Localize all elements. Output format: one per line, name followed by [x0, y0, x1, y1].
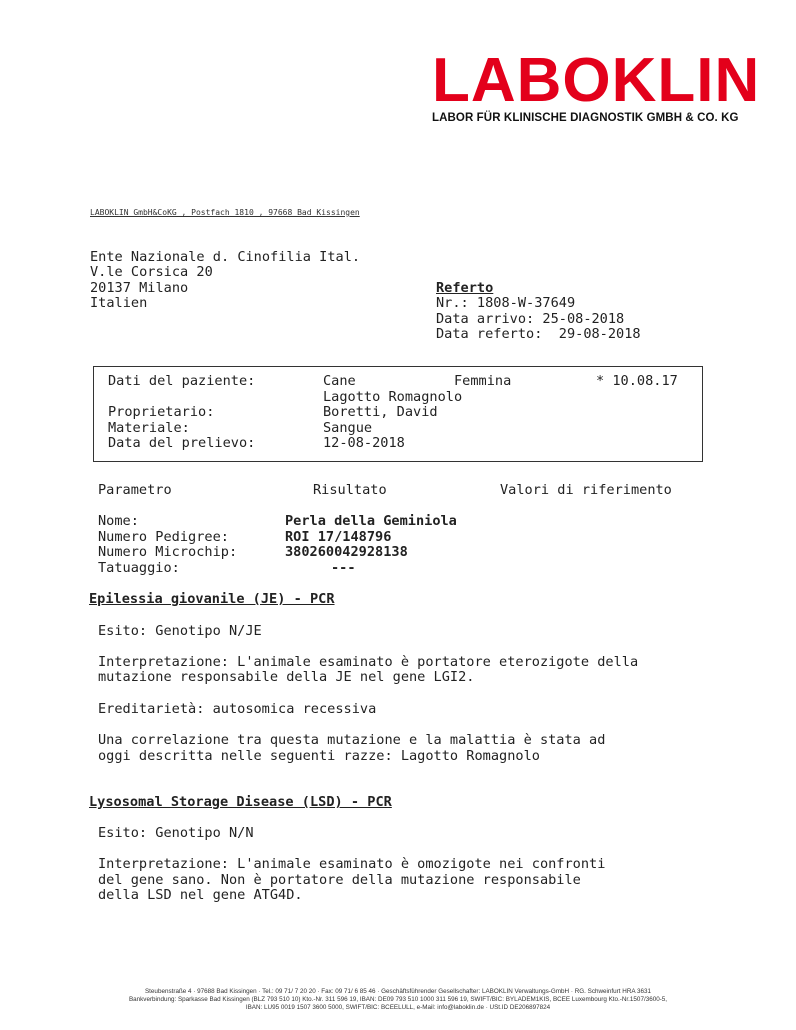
report-number: Nr.: 1808-W-37649: [436, 295, 576, 311]
je-correlation-line-2: oggi descritta nelle seguenti razze: Lagotto Romagnolo: [98, 748, 540, 764]
name-value: Perla della Geminiola: [285, 513, 457, 529]
tattoo-label: Tatuaggio:: [98, 560, 180, 576]
name-label: Nome:: [98, 513, 139, 529]
footer-iban: IBAN: LU95 0019 1507 3600 5000, SWIFT/BIC: BCEELULL, e-Mail: info@laboklin.de · USt.ID DE206897824: [245, 1004, 551, 1011]
patient-breed: Lagotto Romagnolo: [323, 389, 463, 405]
material-label: Materiale:: [108, 420, 190, 436]
je-correlation-line-1: Una correlazione tra questa mutazione e la malattia è stata ad: [98, 732, 606, 748]
patient-species: Cane: [323, 373, 356, 389]
je-section-heading: Epilessia giovanile (JE) - PCR: [89, 591, 335, 607]
report-date: Data referto: 29-08-2018: [436, 326, 641, 342]
microchip-label: Numero Microchip:: [98, 544, 238, 560]
lsd-result: Esito: Genotipo N/N: [98, 825, 254, 841]
laboklin-logo: [432, 46, 761, 124]
lsd-interpretation-line-1: Interpretazione: L'animale esaminato è omozigote nei confronti: [98, 856, 606, 872]
logo-subtitle: LABOR FÜR KLINISCHE DIAGNOSTIK GMBH & CO. KG: [432, 112, 739, 124]
owner-value: Boretti, David: [323, 404, 438, 420]
pedigree-value: ROI 17/148796: [285, 529, 392, 545]
material-value: Sangue: [323, 420, 373, 436]
sample-date-value: 12-08-2018: [323, 435, 405, 451]
logo-wordmark: LABOKLIN: [432, 46, 761, 115]
report-arrival-date: Data arrivo: 25-08-2018: [436, 311, 625, 327]
footer-bank: Bankverbindung: Sparkasse Bad Kissingen (BLZ 793 510 10) Kto.-Nr. 311 596 19, IBAN: DE09 793 510 1000 311 596 19, SWIFT/BIC: BYLADEM1KIS, BCEE Luxembourg Kto.-Nr.1507/3600-5,: [128, 996, 668, 1003]
footer-address: Steubenstraße 4 · 97688 Bad Kissingen · Tel.: 09 71/ 7 20 20 · Fax: 09 71/ 6 85 46 · Geschäftsführender Gesellschafter: LABOKLIN Verwaltungs-GmbH · RG. Schweinfurt HRA 3631: [144, 988, 651, 995]
column-reference: Valori di riferimento: [500, 482, 672, 498]
microchip-value: 380260042928138: [285, 544, 408, 560]
tattoo-value: ---: [331, 560, 356, 576]
patient-birth: * 10.08.17: [596, 373, 678, 389]
je-result: Esito: Genotipo N/JE: [98, 623, 262, 639]
sample-date-label: Data del prelievo:: [108, 435, 256, 451]
lsd-section-heading: Lysosomal Storage Disease (LSD) - PCR: [89, 794, 392, 810]
lsd-interpretation-line-3: della LSD nel gene ATG4D.: [98, 887, 303, 903]
patient-label: Dati del paziente:: [108, 373, 256, 389]
lsd-interpretation-line-2: del gene sano. Non è portatore della mutazione responsabile: [98, 872, 581, 888]
column-result: Risultato: [313, 482, 387, 498]
patient-sex: Femmina: [454, 373, 512, 389]
recipient-line-2: V.le Corsica 20: [90, 264, 213, 280]
recipient-line-1: Ente Nazionale d. Cinofilia Ital.: [90, 249, 361, 265]
pedigree-label: Numero Pedigree:: [98, 529, 229, 545]
recipient-line-3: 20137 Milano: [90, 280, 189, 296]
je-interpretation-line-2: mutazione responsabile della JE nel gene LGI2.: [98, 669, 475, 685]
column-parameter: Parametro: [98, 482, 172, 498]
report-title: Referto: [436, 280, 494, 296]
je-heredity: Ereditarietà: autosomica recessiva: [98, 701, 377, 717]
recipient-line-4: Italien: [90, 295, 148, 311]
sender-line: LABOKLIN GmbH&CoKG , Postfach 1810 , 97668 Bad Kissingen: [90, 208, 360, 217]
je-interpretation-line-1: Interpretazione: L'animale esaminato è portatore eterozigote della: [98, 654, 639, 670]
owner-label: Proprietario:: [108, 404, 215, 420]
